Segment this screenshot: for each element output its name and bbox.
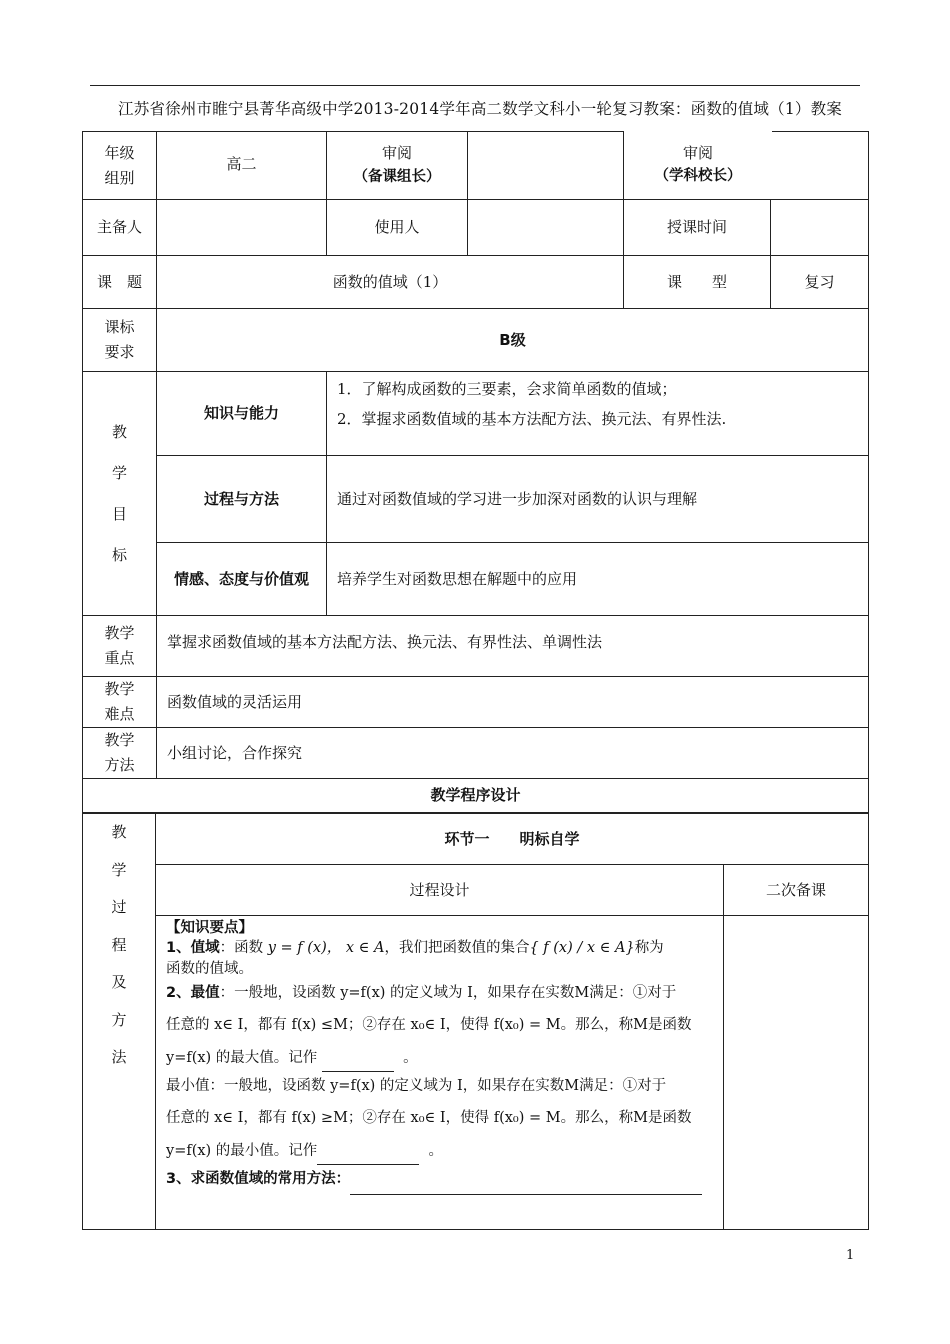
review-principal-value — [771, 132, 869, 200]
max-value-blank — [322, 1054, 394, 1072]
knowledge-label: 知识与能力 — [157, 372, 327, 456]
min-line2: 任意的 x∈ I，都有 f(x) ≥M；②存在 x₀∈ I，使得 f(x₀) = M。那么，称M是函数 — [166, 1110, 692, 1127]
emotion-value: 培养学生对函数思想在解题中的应用 — [327, 543, 869, 616]
teach-time-value — [771, 200, 869, 256]
methods-blank — [350, 1176, 702, 1194]
item2-line1: 2、最值：一般地，设函数 y=f(x) 的定义域为 I，如果存在实数M满足：①对于 — [166, 985, 677, 1002]
user-value — [468, 200, 624, 256]
document-title: 江苏省徐州市睢宁县菁华高级中学2013-2014学年高二数学文科小一轮复习教案：函数的值域（1）教案 — [118, 100, 842, 118]
goals-label: 教 学 目 标 — [83, 372, 157, 616]
topic-value: 函数的值域（1） — [157, 256, 624, 309]
method-value: 小组讨论，合作探究 — [157, 728, 869, 779]
preparer-value — [157, 200, 327, 256]
min-line3: y=f(x) 的最小值。记作 。 — [166, 1137, 715, 1165]
page-number: 1 — [846, 1248, 855, 1263]
review-group-leader-label: 审阅 （备课组长） — [327, 132, 468, 200]
header-rule — [90, 85, 860, 86]
difficulty-label: 教学 难点 — [83, 677, 157, 728]
process-label: 过程与方法 — [157, 456, 327, 543]
grade-value: 高二 — [157, 132, 327, 200]
second-prep-cell — [724, 916, 869, 1230]
item2-line3: y=f(x) 的最大值。记作 。 — [166, 1044, 715, 1072]
col-second-prep: 二次备课 — [724, 865, 869, 916]
topic-label: 课 题 — [83, 256, 157, 309]
process-value: 通过对函数值域的学习进一步加深对函数的认识与理解 — [327, 456, 869, 543]
min-line1: 最小值：一般地，设函数 y=f(x) 的定义域为 I，如果存在实数M满足：①对于 — [166, 1078, 667, 1095]
process-table — [82, 813, 869, 1230]
knowledge-item: 1．了解构成函数的三要素，会求简单函数的值域； — [337, 380, 677, 398]
item3-line: 3、求函数值域的常用方法： — [166, 1165, 715, 1195]
knowledge-items — [327, 372, 869, 456]
keypoint-label: 教学 重点 — [83, 616, 157, 677]
standard-label: 课标 要求 — [83, 309, 157, 372]
knowledge-item: 2．掌握求函数值域的基本方法配方法、换元法、有界性法. — [337, 410, 727, 428]
section-title: 环节一 明标自学 — [156, 814, 869, 865]
standard-value: B级 — [157, 309, 869, 372]
item2-line2: 任意的 x∈ I，都有 f(x) ≤M；②存在 x₀∈ I，使得 f(x₀) = M。那么，称M是函数 — [166, 1017, 692, 1034]
process-side-label: 教 学 过 程 及 方 法 — [83, 814, 156, 1230]
knowledge-heading: 【知识要点】 — [166, 920, 253, 936]
lesson-plan-table — [82, 131, 869, 813]
type-label: 课 型 — [624, 256, 771, 309]
design-title: 教学程序设计 — [83, 779, 869, 813]
emotion-label: 情感、态度与价值观 — [157, 543, 327, 616]
col-process-design: 过程设计 — [156, 865, 724, 916]
grade-group-label: 年级 组别 — [83, 132, 157, 200]
knowledge-points-content — [156, 916, 724, 1230]
keypoint-value: 掌握求函数值域的基本方法配方法、换元法、有界性法、单调性法 — [157, 616, 869, 677]
item1-line: 1、值域：函数 y = f (x)， x ∈ A，我们把函数值的集合{ f (x) / x ∈ A}称为 — [166, 940, 664, 957]
user-label: 使用人 — [327, 200, 468, 256]
difficulty-value: 函数值域的灵活运用 — [157, 677, 869, 728]
teach-time-label: 授课时间 — [624, 200, 771, 256]
review-principal-label-box: 审阅 （学科校长） — [623, 131, 772, 199]
method-label: 教学 方法 — [83, 728, 157, 779]
item1-line2: 函数的值域。 — [166, 961, 253, 978]
type-value: 复习 — [771, 256, 869, 309]
preparer-label: 主备人 — [83, 200, 157, 256]
min-value-blank — [317, 1147, 419, 1165]
